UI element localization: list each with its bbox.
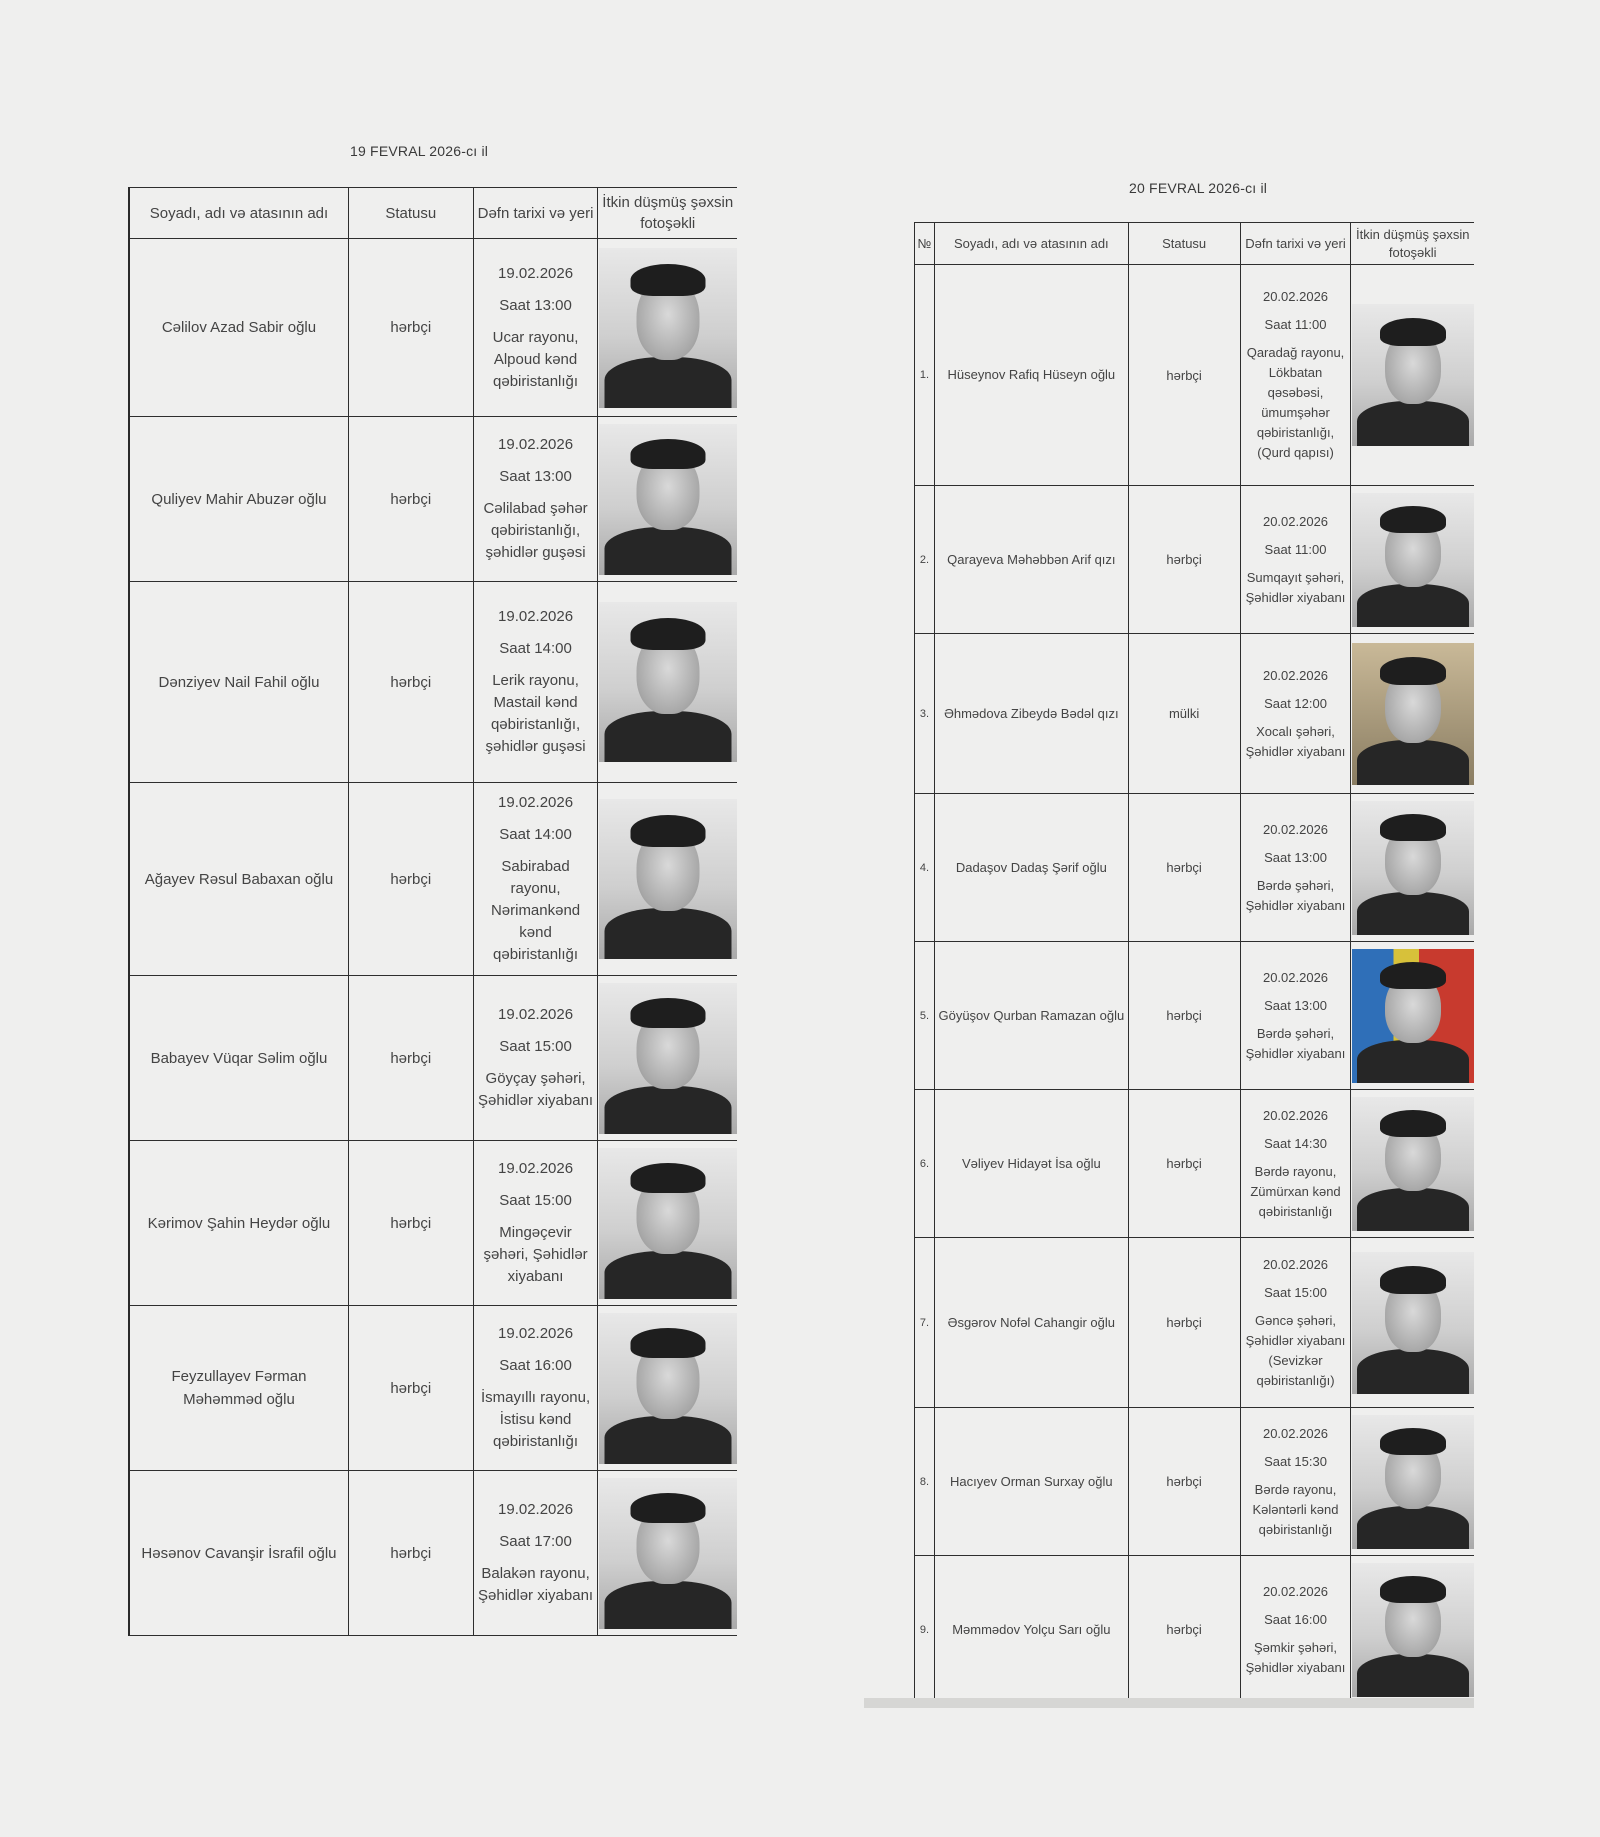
burial-info — [473, 1141, 598, 1306]
portrait-shoulders — [1357, 892, 1469, 935]
portrait-shoulders — [1357, 401, 1469, 446]
portrait-photo — [1352, 643, 1474, 785]
header-photo: İtkin düşmüş şəxsin fotoşəkli — [598, 188, 737, 239]
burial-place: Göyçay şəhəri, Şəhidlər xiyabanı — [478, 1070, 594, 1109]
portrait-hair — [1380, 1576, 1446, 1603]
portrait-photo — [599, 799, 737, 959]
portrait-photo — [599, 248, 737, 408]
table-row — [129, 1141, 737, 1306]
person-name: Həsənov Cavanşir İsrafil oğlu — [129, 1471, 348, 1636]
burial-place: Bərdə rayonu, Kələntərli kənd qəbiristanlığı — [1252, 1481, 1339, 1537]
person-status: hərbçi — [1128, 1556, 1240, 1704]
photo-cell — [1351, 1090, 1474, 1238]
burial-info — [473, 417, 598, 582]
burial-place: Bərdə şəhəri, Şəhidlər xiyabanı — [1245, 877, 1346, 913]
burial-time: Saat 15:00 — [499, 1192, 572, 1209]
burial-info — [1240, 1238, 1351, 1408]
person-status: hərbçi — [1128, 1408, 1240, 1556]
burial-info — [473, 783, 598, 976]
burial-time: Saat 13:00 — [1264, 849, 1327, 865]
portrait-hair — [630, 1493, 705, 1523]
portrait-shoulders — [1357, 740, 1469, 785]
person-name: Qarayeva Məhəbbən Arif qızı — [934, 486, 1128, 634]
burial-place: Ucar rayonu, Alpoud kənd qəbiristanlığı — [492, 328, 579, 390]
table-header-row — [915, 223, 1475, 265]
header-name: Soyadı, adı və atasının adı — [129, 188, 348, 239]
burial-info — [473, 582, 598, 783]
portrait-hair — [1380, 814, 1446, 841]
portrait-photo — [1352, 1097, 1474, 1231]
table-row — [129, 1471, 737, 1636]
person-status: hərbçi — [1128, 486, 1240, 634]
header-name: Soyadı, adı və atasının adı — [934, 223, 1128, 265]
burial-place: İsmayıllı rayonu, İstisu kənd qəbiristanlığı — [480, 1389, 591, 1450]
burial-date: 20.02.2026 — [1262, 1107, 1329, 1123]
row-number: 6. — [915, 1090, 935, 1238]
right-list-title: 20 FEVRAL 2026-cı il — [1129, 180, 1268, 196]
row-number: 7. — [915, 1238, 935, 1408]
burial-place: Sumqayıt şəhəri, Şəhidlər xiyabanı — [1245, 569, 1346, 605]
page-bottom-rule — [864, 1698, 1474, 1708]
row-number: 5. — [915, 942, 935, 1090]
portrait-photo — [1352, 801, 1474, 935]
portrait-hair — [630, 264, 705, 296]
burial-date: 20.02.2026 — [1262, 1425, 1329, 1441]
portrait-photo — [599, 1313, 737, 1464]
burial-place: Balakən rayonu, Şəhidlər xiyabanı — [478, 1565, 594, 1604]
burial-time: Saat 15:00 — [1264, 1284, 1327, 1300]
burial-info — [1240, 486, 1351, 634]
portrait-photo — [1352, 949, 1474, 1083]
portrait-hair — [1380, 962, 1446, 989]
table-row — [915, 1408, 1475, 1556]
burial-place: Lerik rayonu, Mastail kənd qəbiristanlığı, şəhidlər guşəsi — [485, 672, 586, 755]
photo-cell — [598, 417, 737, 582]
portrait-shoulders — [1357, 1188, 1469, 1231]
photo-cell — [1351, 1408, 1474, 1556]
burial-info — [1240, 794, 1351, 942]
table-row — [915, 486, 1475, 634]
burial-place: Cəlilabad şəhər qəbiristanlığı, şəhidlər guşəsi — [483, 500, 588, 561]
person-status: hərbçi — [348, 1141, 473, 1306]
photo-cell — [598, 1306, 737, 1471]
burial-date: 20.02.2026 — [1262, 1583, 1329, 1599]
person-name: Göyüşov Qurban Ramazan oğlu — [934, 942, 1128, 1090]
table-row — [129, 417, 737, 582]
portrait-shoulders — [1357, 1654, 1469, 1697]
person-name: Məmmədov Yolçu Sarı oğlu — [934, 1556, 1128, 1704]
table-row — [129, 239, 737, 417]
table-row — [915, 265, 1475, 486]
portrait-shoulders — [604, 527, 731, 575]
header-photo: İtkin düşmüş şəxsin fotoşəkli — [1351, 223, 1474, 265]
table-header-row — [129, 188, 737, 239]
table-row — [915, 1090, 1475, 1238]
portrait-photo — [599, 1148, 737, 1299]
portrait-photo — [599, 983, 737, 1134]
portrait-photo — [599, 602, 737, 762]
photo-cell — [1351, 634, 1474, 794]
header-burial: Dəfn tarixi və yeri — [473, 188, 598, 239]
table-row — [915, 634, 1475, 794]
portrait-hair — [630, 439, 705, 469]
burial-time: Saat 15:00 — [499, 1038, 572, 1055]
person-name: Feyzullayev Fərman Məhəmməd oğlu — [129, 1306, 348, 1471]
row-number: 4. — [915, 794, 935, 942]
portrait-shoulders — [604, 711, 731, 762]
burial-info — [1240, 1408, 1351, 1556]
burial-time: Saat 13:00 — [499, 468, 572, 485]
burial-place: Şəmkir şəhəri, Şəhidlər xiyabanı — [1245, 1639, 1346, 1675]
person-status: hərbçi — [1128, 1090, 1240, 1238]
burial-time: Saat 16:00 — [1264, 1611, 1327, 1627]
photo-cell — [598, 783, 737, 976]
burial-info — [1240, 265, 1351, 486]
portrait-shoulders — [604, 1086, 731, 1134]
portrait-hair — [1380, 506, 1446, 533]
photo-cell — [598, 1471, 737, 1636]
burial-date: 19.02.2026 — [498, 1325, 574, 1342]
person-status: hərbçi — [348, 976, 473, 1141]
header-status: Statusu — [348, 188, 473, 239]
person-name: Hacıyev Orman Surxay oğlu — [934, 1408, 1128, 1556]
portrait-shoulders — [1357, 1506, 1469, 1549]
table-row — [915, 1238, 1475, 1408]
burial-date: 19.02.2026 — [498, 436, 574, 453]
table-row — [129, 783, 737, 976]
burial-time: Saat 11:00 — [1264, 317, 1327, 332]
person-status: hərbçi — [1128, 942, 1240, 1090]
burial-time: Saat 15:30 — [1264, 1453, 1327, 1469]
portrait-hair — [630, 618, 705, 650]
header-burial: Dəfn tarixi və yeri — [1240, 223, 1351, 265]
portrait-shoulders — [604, 908, 731, 959]
portrait-shoulders — [604, 1251, 731, 1299]
burial-time: Saat 14:30 — [1264, 1135, 1327, 1151]
burial-date: 20.02.2026 — [1262, 969, 1329, 985]
burial-date: 19.02.2026 — [498, 1006, 574, 1023]
burial-info — [473, 239, 598, 417]
person-status: hərbçi — [348, 783, 473, 976]
person-status: hərbçi — [348, 417, 473, 582]
person-name: Hüseynov Rafiq Hüseyn oğlu — [934, 265, 1128, 486]
burial-place: Bərdə şəhəri, Şəhidlər xiyabanı — [1245, 1025, 1346, 1061]
table-row — [915, 942, 1475, 1090]
portrait-hair — [1380, 657, 1446, 685]
header-number: № — [915, 223, 935, 265]
portrait-shoulders — [604, 1416, 731, 1464]
portrait-photo — [1352, 1415, 1474, 1549]
portrait-hair — [630, 815, 705, 847]
person-status: hərbçi — [348, 1471, 473, 1636]
burial-date: 19.02.2026 — [498, 608, 574, 625]
burial-date: 19.02.2026 — [498, 794, 574, 811]
burial-info — [473, 1471, 598, 1636]
table-row — [129, 976, 737, 1141]
burial-date: 20.02.2026 — [1262, 513, 1329, 529]
portrait-hair — [1380, 318, 1446, 346]
person-status: hərbçi — [1128, 1238, 1240, 1408]
person-name: Vəliyev Hidayət İsa oğlu — [934, 1090, 1128, 1238]
photo-cell — [1351, 486, 1474, 634]
portrait-hair — [1380, 1266, 1446, 1294]
table-row — [129, 1306, 737, 1471]
person-name: Dadaşov Dadaş Şərif oğlu — [934, 794, 1128, 942]
row-number: 3. — [915, 634, 935, 794]
portrait-photo — [599, 424, 737, 575]
person-name: Ağayev Rəsul Babaxan oğlu — [129, 783, 348, 976]
burial-date: 20.02.2026 — [1262, 667, 1329, 683]
table-row — [129, 582, 737, 783]
photo-cell — [598, 976, 737, 1141]
photo-cell — [598, 582, 737, 783]
burial-info — [1240, 1556, 1351, 1704]
photo-cell — [598, 239, 737, 417]
person-name: Babayev Vüqar Səlim oğlu — [129, 976, 348, 1141]
burial-table-feb-19 — [128, 187, 737, 1636]
portrait-photo — [1352, 1252, 1474, 1394]
burial-info — [473, 1306, 598, 1471]
portrait-shoulders — [1357, 584, 1469, 627]
portrait-photo — [1352, 1563, 1474, 1697]
photo-cell — [1351, 794, 1474, 942]
person-status: hərbçi — [348, 582, 473, 783]
photo-cell — [1351, 942, 1474, 1090]
portrait-shoulders — [1357, 1349, 1469, 1394]
burial-time: Saat 17:00 — [499, 1533, 572, 1550]
burial-place: Gəncə şəhəri, Şəhidlər xiyabanı (Sevizkər qəbiristanlığı) — [1245, 1312, 1346, 1388]
portrait-hair — [1380, 1110, 1446, 1137]
burial-time: Saat 16:00 — [499, 1357, 572, 1374]
portrait-hair — [630, 1328, 705, 1358]
burial-info — [473, 976, 598, 1141]
burial-time: Saat 13:00 — [499, 296, 572, 314]
burial-date: 20.02.2026 — [1262, 821, 1329, 837]
person-name: Cəlilov Azad Sabir oğlu — [129, 239, 348, 417]
person-name: Dənziyev Nail Fahil oğlu — [129, 582, 348, 783]
portrait-shoulders — [604, 1581, 731, 1629]
portrait-hair — [630, 1163, 705, 1193]
person-status: mülki — [1128, 634, 1240, 794]
person-status: hərbçi — [348, 1306, 473, 1471]
person-name: Kərimov Şahin Heydər oğlu — [129, 1141, 348, 1306]
person-status: hərbçi — [1128, 794, 1240, 942]
burial-time: Saat 14:00 — [499, 640, 572, 657]
burial-place: Mingəçevir şəhəri, Şəhidlər xiyabanı — [483, 1224, 588, 1285]
burial-date: 20.02.2026 — [1262, 1256, 1329, 1272]
person-status: hərbçi — [1128, 265, 1240, 486]
table-row — [915, 794, 1475, 942]
burial-time: Saat 13:00 — [1264, 997, 1327, 1013]
photo-cell — [1351, 1238, 1474, 1408]
person-status: hərbçi — [348, 239, 473, 417]
row-number: 2. — [915, 486, 935, 634]
burial-date: 19.02.2026 — [498, 264, 574, 282]
portrait-shoulders — [604, 357, 731, 408]
row-number: 8. — [915, 1408, 935, 1556]
person-name: Əsgərov Nofəl Cahangir oğlu — [934, 1238, 1128, 1408]
table-row — [915, 1556, 1475, 1704]
portrait-hair — [630, 998, 705, 1028]
row-number: 9. — [915, 1556, 935, 1704]
burial-table-feb-20 — [914, 222, 1474, 1704]
left-list-title: 19 FEVRAL 2026-cı il — [350, 143, 489, 159]
portrait-photo — [599, 1478, 737, 1629]
burial-place: Bərdə rayonu, Zümürxan kənd qəbiristanlığı — [1250, 1163, 1341, 1219]
photo-cell — [1351, 1556, 1474, 1704]
burial-date: 20.02.2026 — [1262, 289, 1329, 304]
person-name: Quliyev Mahir Abuzər oğlu — [129, 417, 348, 582]
person-name: Əhmədova Zibeydə Bədəl qızı — [934, 634, 1128, 794]
portrait-photo — [1352, 493, 1474, 627]
burial-place: Qaradağ rayonu, Lökbatan qəsəbəsi, ümumşəhər qəbiristanlığı, (Qurd qapısı) — [1246, 345, 1345, 460]
burial-time: Saat 11:00 — [1264, 541, 1327, 557]
burial-info — [1240, 942, 1351, 1090]
burial-time: Saat 14:00 — [499, 826, 572, 843]
burial-date: 19.02.2026 — [498, 1501, 574, 1518]
burial-date: 19.02.2026 — [498, 1160, 574, 1177]
burial-place: Xocalı şəhəri, Şəhidlər xiyabanı — [1245, 723, 1346, 759]
portrait-shoulders — [1357, 1040, 1469, 1083]
burial-time: Saat 12:00 — [1264, 695, 1327, 711]
photo-cell — [598, 1141, 737, 1306]
burial-info — [1240, 634, 1351, 794]
portrait-hair — [1380, 1428, 1446, 1455]
burial-place: Sabirabad rayonu, Nərimankənd kənd qəbiristanlığı — [490, 858, 581, 963]
header-status: Statusu — [1128, 223, 1240, 265]
photo-cell — [1351, 265, 1474, 486]
burial-info — [1240, 1090, 1351, 1238]
row-number: 1. — [915, 265, 935, 486]
portrait-photo — [1352, 304, 1474, 446]
